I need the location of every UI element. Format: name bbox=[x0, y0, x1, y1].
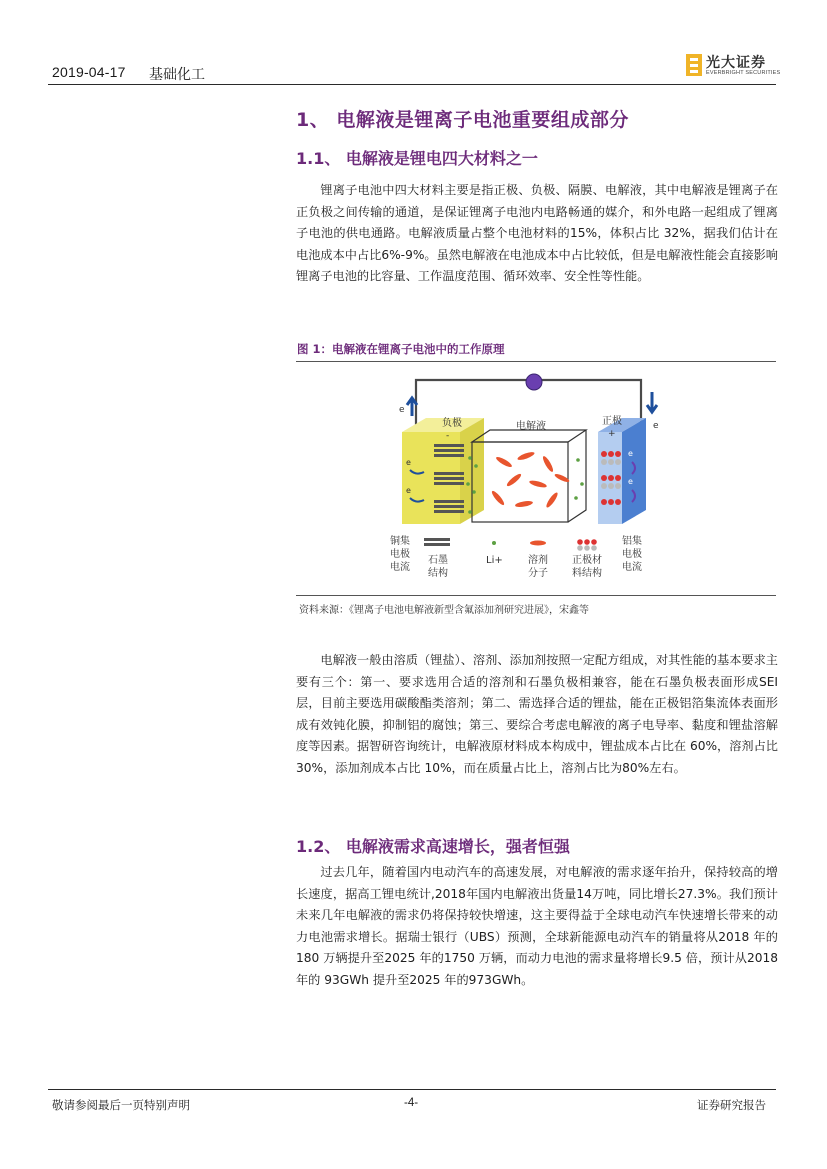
section-1-title: 1、 电解液是锂离子电池重要组成部分 bbox=[296, 109, 629, 131]
cathode-sign: + bbox=[608, 429, 616, 439]
footer-divider bbox=[48, 1089, 776, 1090]
legend-aluminum bbox=[622, 534, 642, 573]
svg-text:分子: 分子 bbox=[528, 568, 548, 579]
svg-text:结构: 结构 bbox=[428, 568, 448, 579]
legend-cathode-structure bbox=[572, 539, 602, 579]
legend-solvent bbox=[528, 541, 548, 580]
svg-text:溶剂: 溶剂 bbox=[528, 555, 548, 566]
anode-sign: - bbox=[446, 431, 450, 441]
electron-label-right: e bbox=[653, 421, 659, 431]
svg-text:e: e bbox=[406, 486, 411, 495]
arrow-down-icon bbox=[647, 392, 657, 412]
battery-diagram bbox=[376, 366, 676, 588]
paragraph-2 bbox=[296, 650, 778, 780]
svg-text:电流: 电流 bbox=[390, 562, 410, 573]
svg-text:电极: 电极 bbox=[622, 549, 642, 560]
electrolyte-label: 电解液 bbox=[516, 421, 546, 432]
paragraph-3-text: 过去几年，随着国内电动汽车的高速发展，对电解液的需求逐年抬升，保持较高的增长速度，据高工锂电统计,2018年国内电解液出货量14万吨，同比增长27.3%。我们预计未来几年电解液的需求仍将保持较快增速，这主要得益于全球电动汽车快速增长带来的动力电池需求增长。据瑞士银行（UBS）预测，全球新能源电动汽车的销量将从2018 年的180 万辆提升至2025 年的1750 万辆，而动力电池的需求量将增长9.5 倍，预计从2018 年的 93GWh 提升至2025 年的973GWh。 bbox=[296, 865, 778, 987]
section-1-2-title: 1.2、 电解液需求高速增长，强者恒强 bbox=[296, 837, 570, 856]
legend-copper bbox=[390, 534, 410, 573]
svg-text:正极材: 正极材 bbox=[572, 555, 602, 566]
header-divider bbox=[48, 84, 776, 85]
logo-mark-icon bbox=[686, 54, 702, 76]
svg-text:铜集: 铜集 bbox=[390, 536, 410, 547]
figure-source: 资料来源：《锂离子电池电解液新型含氟添加剂研究进展》，宋鑫等 bbox=[299, 605, 589, 616]
paragraph-1-text: 锂离子电池中四大材料主要是指正极、负极、隔膜、电解液，其中电解液是锂离子在正负极之间传输的通道，是保证锂离子电池内电路畅通的媒介，和外电路一起组成了锂离子电池的供电通路。电解液质量占整个电池材料的15%，体积占比 32%，据我们估计在电池成本中占比6%-9%。虽然电解液在电池成本中占比较低，但是电解液性能会直接影响锂离子电池的比容量、工作温度范围、循环效率、安全性等性能。 bbox=[296, 183, 778, 284]
figure-bottom-rule bbox=[296, 595, 776, 596]
svg-text:铝集: 铝集 bbox=[622, 536, 642, 547]
svg-text:Li+: Li+ bbox=[486, 555, 503, 566]
electrolyte-box-side bbox=[568, 430, 586, 522]
electrolyte-box bbox=[472, 442, 568, 522]
figure-title: 图 1：电解液在锂离子电池中的工作原理 bbox=[297, 342, 505, 356]
svg-text:e: e bbox=[628, 477, 633, 486]
logo-text-en: EVERBRIGHT SECURITIES bbox=[706, 70, 781, 76]
report-date: 2019-04-17 bbox=[52, 64, 126, 80]
svg-text:e: e bbox=[628, 449, 633, 458]
svg-text:e: e bbox=[406, 458, 411, 467]
anode-label: 负极 bbox=[442, 418, 462, 429]
svg-text:石墨: 石墨 bbox=[428, 555, 448, 566]
load-icon bbox=[526, 374, 542, 390]
cathode-label: 正极 bbox=[602, 416, 622, 427]
svg-text:料结构: 料结构 bbox=[572, 568, 602, 579]
legend-li bbox=[486, 541, 503, 566]
electron-label-left: e bbox=[399, 405, 405, 415]
paragraph-3 bbox=[296, 862, 778, 992]
company-logo bbox=[686, 52, 781, 80]
paragraph-1 bbox=[296, 180, 778, 288]
footer-disclaimer: 敬请参阅最后一页特别声明 bbox=[52, 1098, 190, 1112]
section-1-1-title: 1.1、 电解液是锂电四大材料之一 bbox=[296, 149, 538, 168]
paragraph-2-text: 电解液一般由溶质（锂盐）、溶剂、添加剂按照一定配方组成，对其性能的基本要求主要有三个：第一、要求选用合适的溶剂和石墨负极相兼容，能在石墨负极表面形成SEI层，目前主要选用碳酸酯类溶剂；第二、需选择合适的锂盐，能在正极铝箔集流体表面形成有效钝化膜，抑制铝的腐蚀；第三、要综合考虑电解液的离子电导率、黏度和锂盐溶解度等因素。据智研咨询统计，电解液原材料成本构成中，锂盐成本占比在 60%，溶剂占比30%，添加剂成本占比 10%，而在质量占比上，溶剂占比为80%左右。 bbox=[296, 653, 778, 775]
solvent-molecules bbox=[490, 450, 570, 508]
graphite-stacks bbox=[434, 444, 464, 513]
figure-top-rule bbox=[296, 361, 776, 362]
svg-text:电极: 电极 bbox=[390, 549, 410, 560]
logo-text-cn: 光大证券 bbox=[706, 55, 766, 71]
svg-text:电流: 电流 bbox=[622, 562, 642, 573]
page-number: -4- bbox=[404, 1097, 419, 1109]
footer-report-type: 证券研究报告 bbox=[697, 1098, 766, 1112]
report-sector: 基础化工 bbox=[149, 67, 205, 83]
legend-graphite bbox=[424, 538, 450, 579]
